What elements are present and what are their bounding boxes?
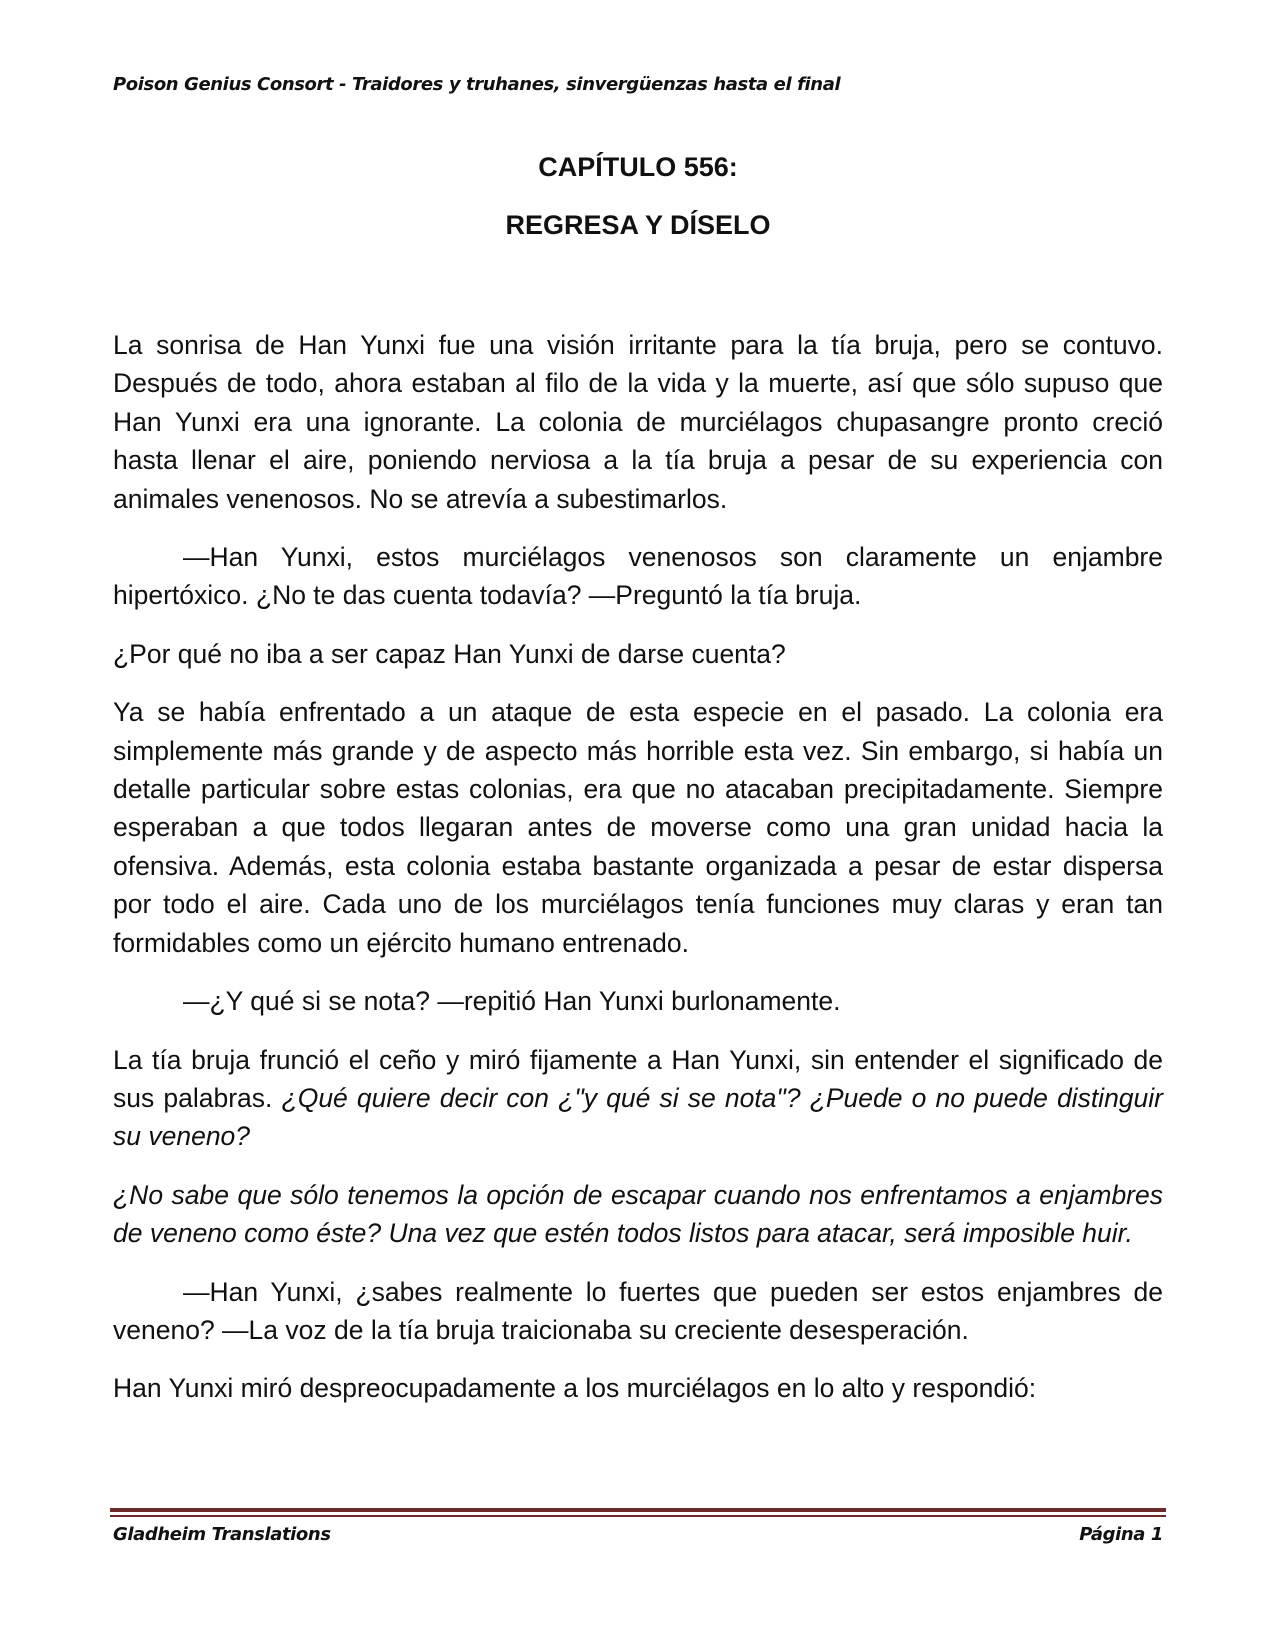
footer-page-number: Página 1 (1079, 1524, 1163, 1545)
footer-publisher: Gladheim Translations (113, 1524, 331, 1545)
body-text (113, 326, 1163, 1428)
chapter-title: REGRESA Y DÍSELO (505, 210, 771, 240)
paragraph-6-thought: ¿Qué quiere decir con ¿"y qué si se nota"? ¿Puede o no puede distinguir su veneno? (113, 1082, 1163, 1152)
paragraph-9: Han Yunxi miró despreocupadamente a los murciélagos en lo alto y respondió: (113, 1373, 1037, 1404)
paragraph-6-text: La tía bruja frunció el ceño y miró fijamente a Han Yunxi, sin entender el significado de sus palabras. (113, 1044, 1163, 1113)
chapter-number: CAPÍTULO 556: (538, 152, 738, 182)
paragraph-3: ¿Por qué no iba a ser capaz Han Yunxi de darse cuenta? (113, 638, 786, 669)
paragraph-2: —Han Yunxi, estos murciélagos venenosos son claramente un enjambre hipertóxico. ¿No te das cuenta todavía? —Preguntó la tía bruja. (113, 542, 1163, 611)
paragraph-6 (113, 1041, 1163, 1156)
paragraph-7: ¿No sabe que sólo tenemos la opción de escapar cuando nos enfrentamos a enjambres de veneno como éste? Una vez que estén todos listos para atacar, será imposible huir. (113, 1179, 1163, 1249)
footer-rule-thin (110, 1515, 1166, 1517)
paragraph-4: Ya se había enfrentado a un ataque de esta especie en el pasado. La colonia era simplemente más grande y de aspecto más horrible esta vez. Sin embargo, si había un detalle particular sobre estas colonias, era que no atacaban precipitadamente. Siempre esperaban a que todos llegaran antes de moverse como una gran unidad hacia la ofensiva. Además, esta colonia estaba bastante organizada a pesar de estar dispersa por todo el aire. Cada uno de los murciélagos tenía funciones muy claras y eran tan formidables como un ejército humano entrenado. (113, 697, 1163, 958)
paragraph-8: —Han Yunxi, ¿sabes realmente lo fuertes que pueden ser estos enjambres de veneno? —La voz de la tía bruja traicionaba su creciente desesperación. (113, 1276, 1163, 1345)
paragraph-5: —¿Y qué si se nota? —repitió Han Yunxi burlonamente. (183, 986, 841, 1017)
paragraph-1: La sonrisa de Han Yunxi fue una visión irritante para la tía bruja, pero se contuvo. Después de todo, ahora estaban al filo de la vida y la muerte, así que sólo supuso que Han Yunxi era una ignorante. La colonia de murciélagos chupasangre pronto creció hasta llenar el aire, poniendo nerviosa a la tía bruja a pesar de su experiencia con animales venenosos. No se atrevía a subestimarlos. (113, 330, 1163, 514)
footer-rule (110, 1508, 1166, 1512)
running-header: Poison Genius Consort - Traidores y truhanes, sinvergüenzas hasta el final (113, 74, 841, 95)
